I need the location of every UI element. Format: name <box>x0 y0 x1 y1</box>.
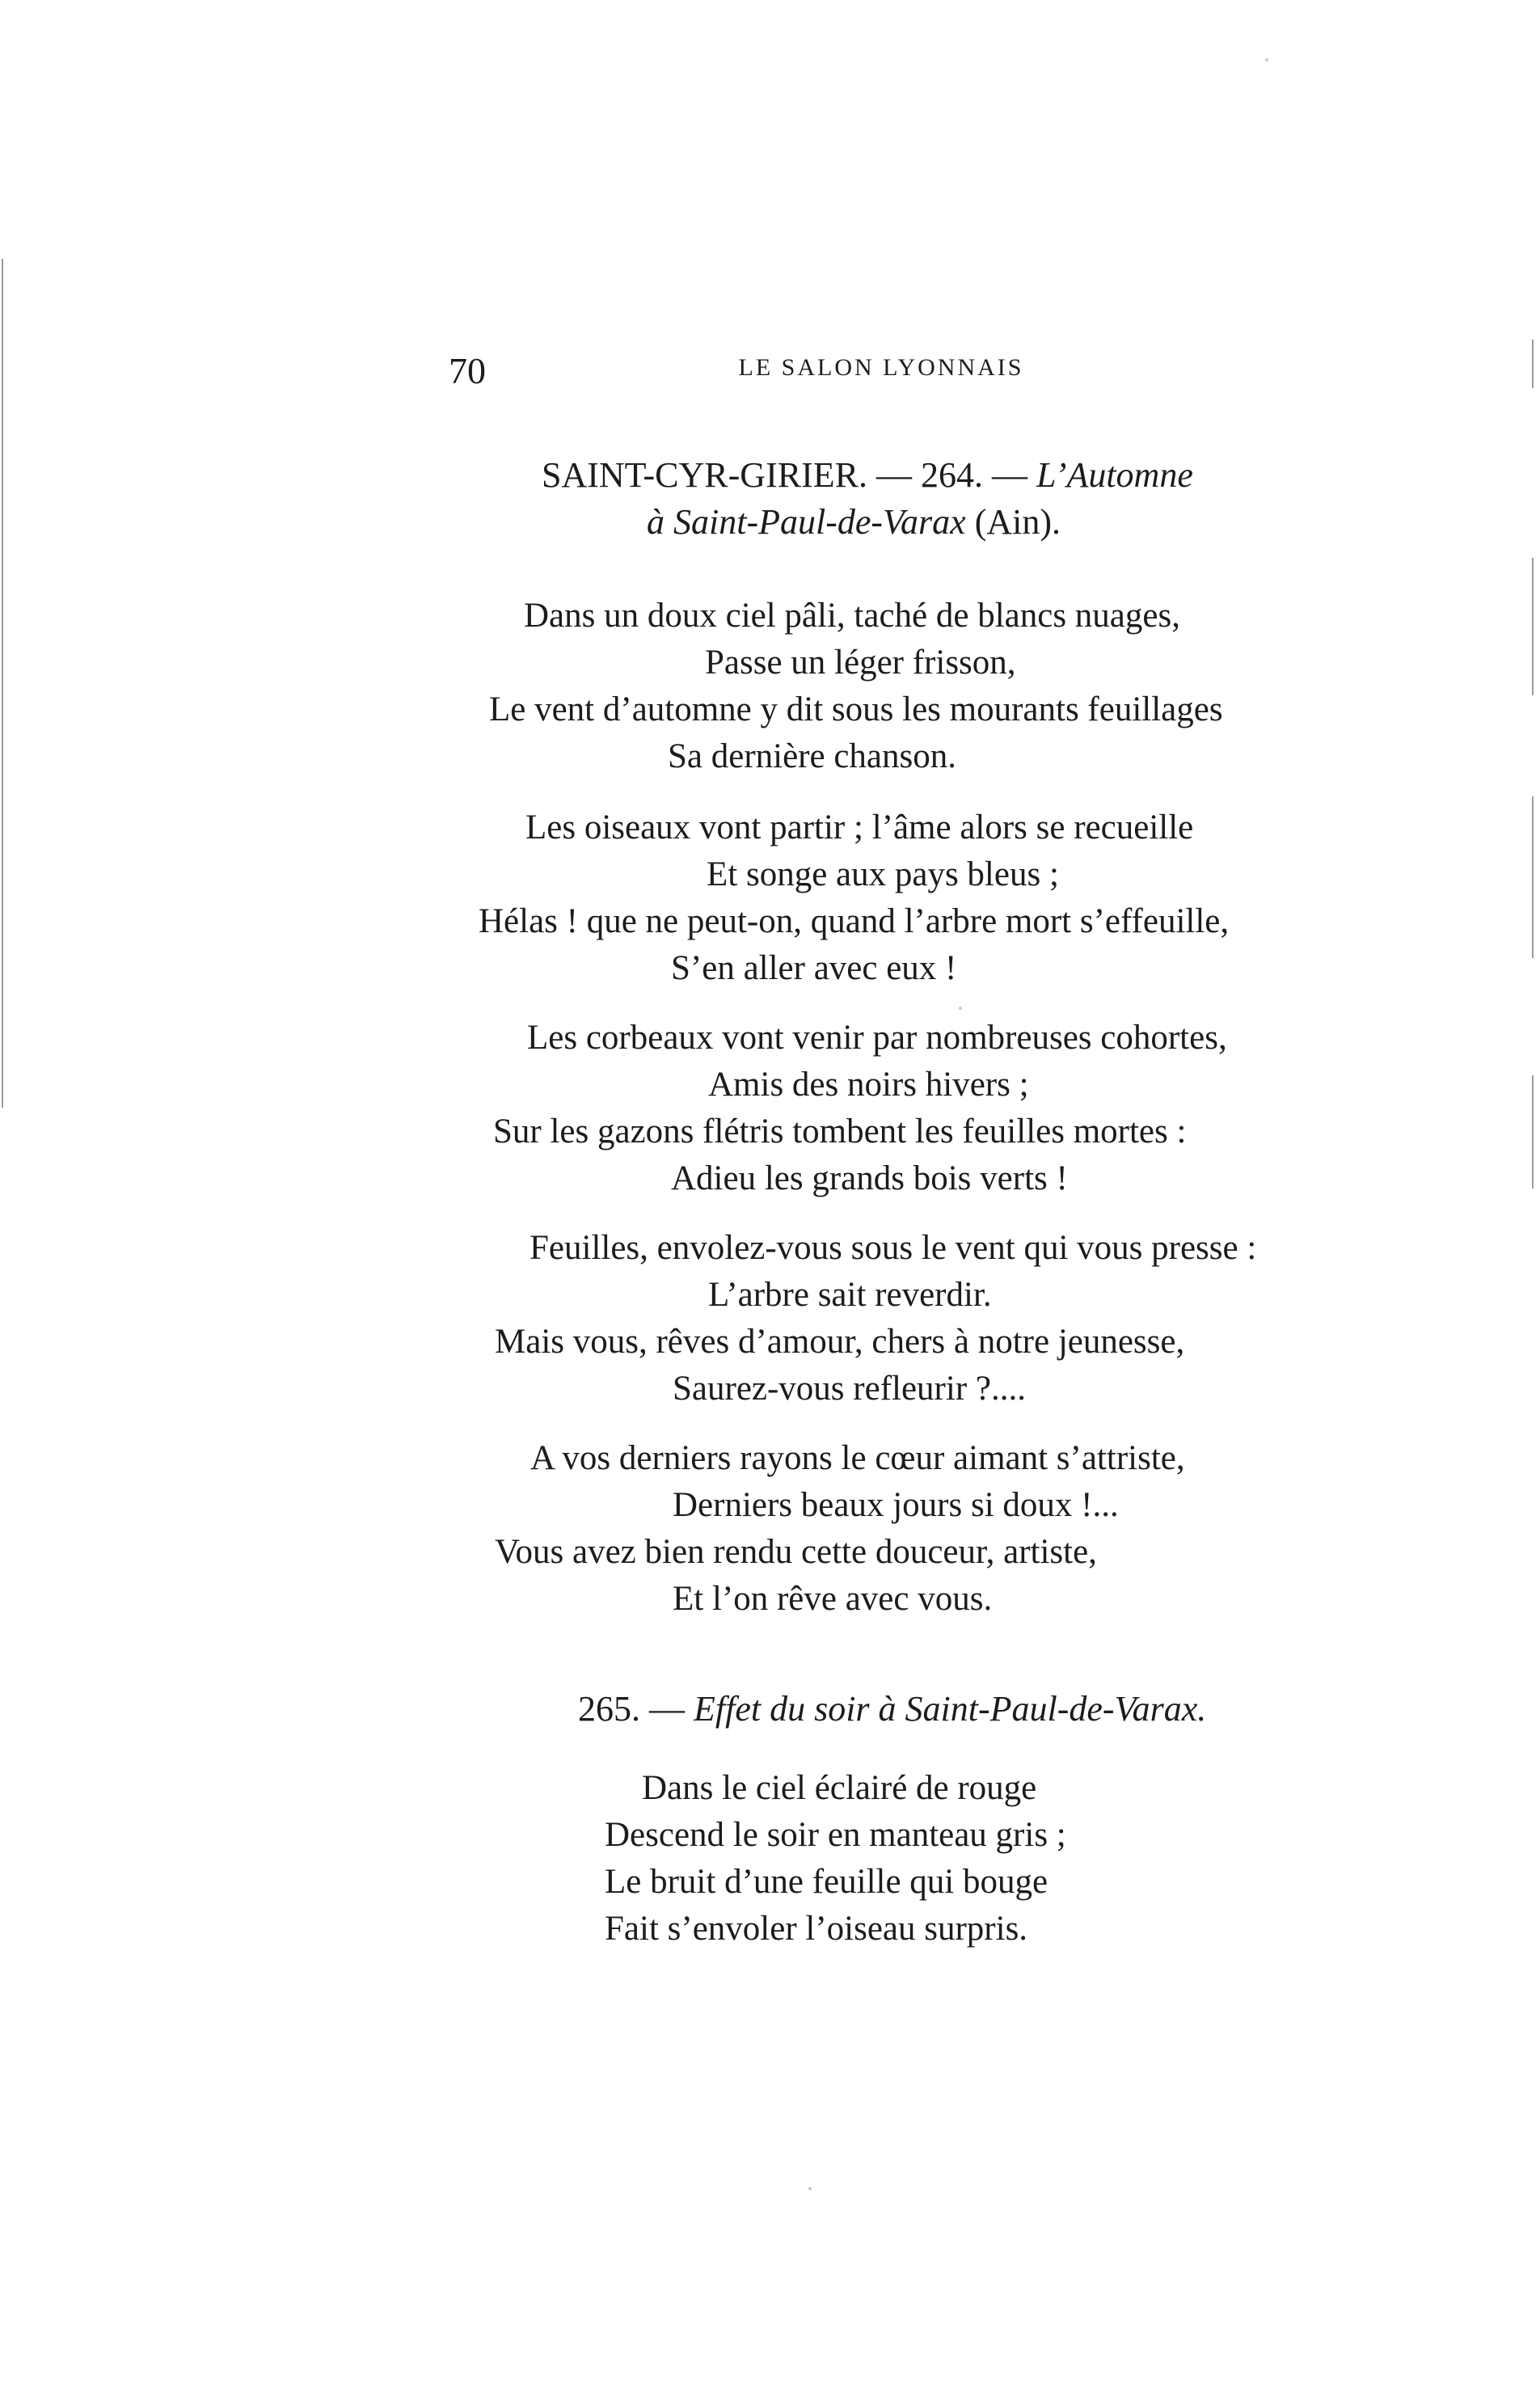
entry-number: — 264. — <box>875 455 1027 495</box>
poem-line: Passe un léger frisson, <box>705 644 1016 682</box>
poem-line: S’en aller avec eux ! <box>671 949 957 987</box>
artwork-title-part-1: L’Automne <box>1036 455 1193 495</box>
running-title: LE SALON LYONNAIS <box>738 354 1024 381</box>
entry-heading-line-1 <box>542 454 1193 496</box>
poem-line: Hélas ! que ne peut-on, quand l’arbre mort s’effeuille, <box>479 902 1230 940</box>
poem-line: Et l’on rêve avec vous. <box>673 1580 993 1618</box>
entry-heading-265 <box>578 1688 1206 1729</box>
artwork-title: Effet du soir à Saint-Paul-de-Varax. <box>694 1689 1207 1729</box>
poem-line: A vos derniers rayons le cœur aimant s’attriste, <box>530 1439 1185 1477</box>
poem-line: Sur les gazons flétris tombent les feuilles mortes : <box>493 1113 1187 1151</box>
poem-line: Derniers beaux jours si doux !... <box>673 1486 1119 1524</box>
poem-line: Mais vous, rêves d’amour, chers à notre jeunesse, <box>495 1323 1185 1361</box>
poem-line: Fait s’envoler l’oiseau surpris. <box>605 1910 1028 1948</box>
poem-line: Feuilles, envolez-vous sous le vent qui vous presse : <box>530 1229 1257 1267</box>
poem-line: Les oiseaux vont partir ; l’âme alors se recueille <box>525 809 1194 847</box>
poem-line: Vous avez bien rendu cette douceur, artiste, <box>495 1533 1097 1571</box>
entry-heading-line-2 <box>647 501 1061 543</box>
poem-line: Sa dernière chanson. <box>668 737 956 775</box>
scan-edge-line <box>1532 796 1534 958</box>
scan-speck <box>959 1007 962 1010</box>
poem-line: Amis des noirs hivers ; <box>708 1066 1029 1104</box>
poem-line: Dans le ciel éclairé de rouge <box>642 1769 1037 1807</box>
scan-edge-line <box>1532 1075 1534 1189</box>
scan-speck <box>808 2187 812 2190</box>
poem-line: L’arbre sait reverdir. <box>708 1276 992 1314</box>
poem-line: Et songe aux pays bleus ; <box>707 855 1059 893</box>
entry-number: 265. — <box>578 1689 685 1729</box>
scan-speck <box>1265 58 1268 61</box>
poem-line: Adieu les grands bois verts ! <box>671 1159 1068 1197</box>
poem-line: Saurez-vous refleurir ?.... <box>673 1370 1026 1408</box>
poem-line: Descend le soir en manteau gris ; <box>605 1816 1066 1854</box>
artist-name: SAINT-CYR-GIRIER. <box>542 455 867 495</box>
scan-edge-line <box>1532 558 1534 695</box>
poem-line: Le bruit d’une feuille qui bouge <box>605 1863 1048 1901</box>
poem-line: Dans un doux ciel pâli, taché de blancs nuages, <box>524 597 1180 635</box>
page-number: 70 <box>449 350 486 391</box>
poem-line: Le vent d’automne y dit sous les mourants feuillages <box>489 690 1223 728</box>
artwork-title-part-2: à Saint-Paul-de-Varax <box>647 502 966 542</box>
scan-edge-line <box>1532 340 1534 388</box>
artwork-title-suffix: (Ain). <box>974 502 1061 542</box>
poem-line: Les corbeaux vont venir par nombreuses cohortes, <box>527 1019 1227 1057</box>
scan-edge-line <box>2 259 3 1108</box>
